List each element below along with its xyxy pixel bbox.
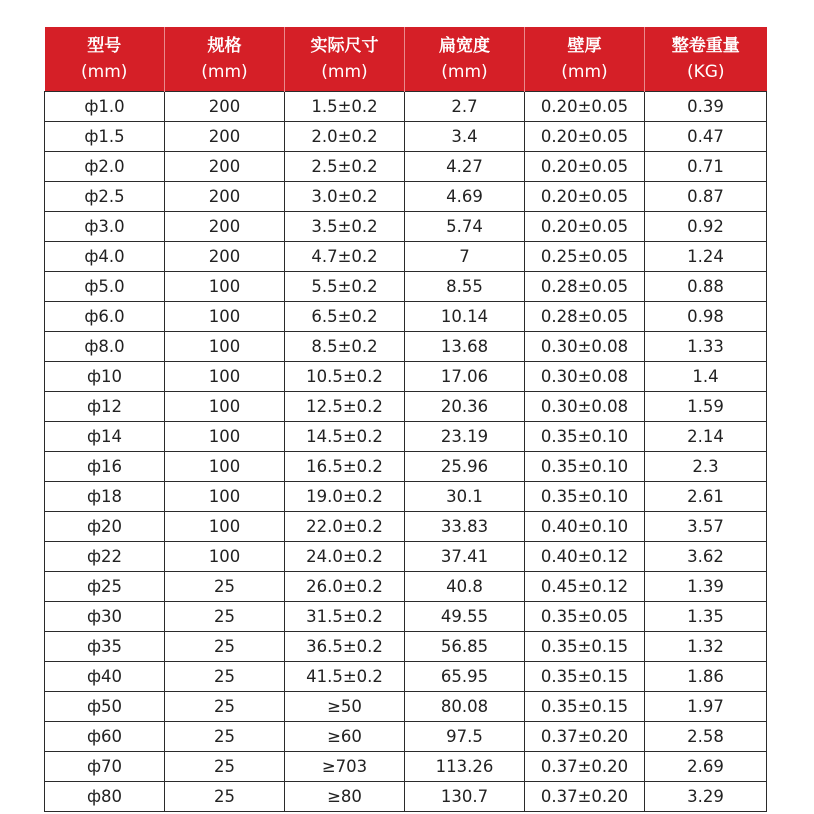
table-row <box>45 602 767 632</box>
cell-roll-weight: 0.98 <box>645 302 767 332</box>
cell-model: ф50 <box>45 692 165 722</box>
cell-spec: 100 <box>165 362 285 392</box>
header-unit: (KG) <box>686 62 725 82</box>
cell-wall-thickness: 0.35±0.15 <box>525 632 645 662</box>
cell-flat-width: 49.55 <box>405 602 525 632</box>
table-row <box>45 272 767 302</box>
cell-spec: 200 <box>165 122 285 152</box>
table-row <box>45 362 767 392</box>
cell-roll-weight: 3.62 <box>645 542 767 572</box>
cell-model: ф16 <box>45 452 165 482</box>
cell-spec: 25 <box>165 722 285 752</box>
cell-roll-weight: 0.92 <box>645 212 767 242</box>
cell-roll-weight: 2.58 <box>645 722 767 752</box>
cell-flat-width: 4.69 <box>405 182 525 212</box>
table-row <box>45 302 767 332</box>
cell-spec: 25 <box>165 662 285 692</box>
cell-flat-width: 80.08 <box>405 692 525 722</box>
table-row <box>45 662 767 692</box>
cell-actual-size: 2.0±0.2 <box>285 122 405 152</box>
header-model <box>45 27 165 92</box>
cell-actual-size: 41.5±0.2 <box>285 662 405 692</box>
cell-actual-size: 3.0±0.2 <box>285 182 405 212</box>
cell-wall-thickness: 0.25±0.05 <box>525 242 645 272</box>
cell-actual-size: 4.7±0.2 <box>285 242 405 272</box>
cell-model: ф80 <box>45 782 165 812</box>
cell-wall-thickness: 0.40±0.10 <box>525 512 645 542</box>
cell-spec: 25 <box>165 752 285 782</box>
header-spec <box>165 27 285 92</box>
header-label: 型号 <box>87 36 122 56</box>
cell-wall-thickness: 0.45±0.12 <box>525 572 645 602</box>
cell-roll-weight: 0.88 <box>645 272 767 302</box>
cell-wall-thickness: 0.28±0.05 <box>525 272 645 302</box>
cell-spec: 100 <box>165 422 285 452</box>
cell-flat-width: 5.74 <box>405 212 525 242</box>
cell-flat-width: 56.85 <box>405 632 525 662</box>
cell-spec: 25 <box>165 602 285 632</box>
cell-wall-thickness: 0.30±0.08 <box>525 392 645 422</box>
cell-spec: 100 <box>165 392 285 422</box>
cell-wall-thickness: 0.35±0.05 <box>525 602 645 632</box>
cell-actual-size: ≥50 <box>285 692 405 722</box>
cell-model: ф10 <box>45 362 165 392</box>
cell-model: ф12 <box>45 392 165 422</box>
cell-spec: 100 <box>165 452 285 482</box>
header-unit: (mm) <box>321 62 368 82</box>
header-roll-weight <box>645 27 767 92</box>
cell-wall-thickness: 0.30±0.08 <box>525 332 645 362</box>
cell-flat-width: 23.19 <box>405 422 525 452</box>
header-label: 实际尺寸 <box>310 36 379 56</box>
header-label: 扁宽度 <box>439 36 490 56</box>
table-row <box>45 632 767 662</box>
cell-model: ф4.0 <box>45 242 165 272</box>
table-row <box>45 152 767 182</box>
cell-flat-width: 30.1 <box>405 482 525 512</box>
cell-roll-weight: 2.69 <box>645 752 767 782</box>
cell-wall-thickness: 0.37±0.20 <box>525 722 645 752</box>
cell-wall-thickness: 0.35±0.10 <box>525 422 645 452</box>
cell-spec: 25 <box>165 782 285 812</box>
cell-wall-thickness: 0.37±0.20 <box>525 782 645 812</box>
cell-roll-weight: 0.39 <box>645 92 767 122</box>
table-row <box>45 512 767 542</box>
cell-wall-thickness: 0.30±0.08 <box>525 362 645 392</box>
cell-flat-width: 7 <box>405 242 525 272</box>
header-unit: (mm) <box>81 62 128 82</box>
cell-roll-weight: 1.24 <box>645 242 767 272</box>
cell-flat-width: 17.06 <box>405 362 525 392</box>
cell-model: ф1.0 <box>45 92 165 122</box>
cell-spec: 25 <box>165 692 285 722</box>
cell-actual-size: 31.5±0.2 <box>285 602 405 632</box>
table-body <box>45 92 767 812</box>
cell-wall-thickness: 0.20±0.05 <box>525 122 645 152</box>
cell-model: ф2.5 <box>45 182 165 212</box>
cell-model: ф40 <box>45 662 165 692</box>
cell-spec: 200 <box>165 242 285 272</box>
cell-wall-thickness: 0.35±0.10 <box>525 452 645 482</box>
header-flat-width <box>405 27 525 92</box>
cell-model: ф30 <box>45 602 165 632</box>
cell-actual-size: 10.5±0.2 <box>285 362 405 392</box>
cell-roll-weight: 0.87 <box>645 182 767 212</box>
cell-flat-width: 33.83 <box>405 512 525 542</box>
cell-actual-size: 1.5±0.2 <box>285 92 405 122</box>
cell-roll-weight: 0.47 <box>645 122 767 152</box>
cell-actual-size: ≥703 <box>285 752 405 782</box>
cell-roll-weight: 1.39 <box>645 572 767 602</box>
cell-spec: 100 <box>165 272 285 302</box>
cell-flat-width: 10.14 <box>405 302 525 332</box>
header-unit: (mm) <box>441 62 488 82</box>
table-row <box>45 752 767 782</box>
cell-actual-size: 6.5±0.2 <box>285 302 405 332</box>
cell-model: ф5.0 <box>45 272 165 302</box>
cell-actual-size: 2.5±0.2 <box>285 152 405 182</box>
cell-actual-size: 16.5±0.2 <box>285 452 405 482</box>
table-row <box>45 542 767 572</box>
cell-flat-width: 97.5 <box>405 722 525 752</box>
table-row <box>45 182 767 212</box>
cell-model: ф35 <box>45 632 165 662</box>
cell-actual-size: 12.5±0.2 <box>285 392 405 422</box>
spec-table <box>44 27 767 812</box>
cell-roll-weight: 1.33 <box>645 332 767 362</box>
cell-wall-thickness: 0.35±0.15 <box>525 692 645 722</box>
cell-model: ф60 <box>45 722 165 752</box>
header-row <box>45 27 767 92</box>
cell-spec: 100 <box>165 512 285 542</box>
header-label: 壁厚 <box>567 36 602 56</box>
cell-roll-weight: 1.59 <box>645 392 767 422</box>
cell-roll-weight: 1.97 <box>645 692 767 722</box>
cell-flat-width: 65.95 <box>405 662 525 692</box>
cell-roll-weight: 3.57 <box>645 512 767 542</box>
header-unit: (mm) <box>201 62 248 82</box>
cell-flat-width: 37.41 <box>405 542 525 572</box>
header-unit: (mm) <box>561 62 608 82</box>
table-row <box>45 392 767 422</box>
table-row <box>45 782 767 812</box>
cell-roll-weight: 2.3 <box>645 452 767 482</box>
cell-actual-size: 24.0±0.2 <box>285 542 405 572</box>
table-row <box>45 92 767 122</box>
cell-wall-thickness: 0.20±0.05 <box>525 152 645 182</box>
table-row <box>45 572 767 602</box>
header-wall-thickness <box>525 27 645 92</box>
cell-model: ф6.0 <box>45 302 165 332</box>
cell-model: ф8.0 <box>45 332 165 362</box>
cell-model: ф22 <box>45 542 165 572</box>
cell-flat-width: 40.8 <box>405 572 525 602</box>
cell-actual-size: ≥60 <box>285 722 405 752</box>
cell-model: ф20 <box>45 512 165 542</box>
cell-spec: 100 <box>165 332 285 362</box>
cell-flat-width: 4.27 <box>405 152 525 182</box>
table-row <box>45 332 767 362</box>
cell-actual-size: 8.5±0.2 <box>285 332 405 362</box>
header-label: 整卷重量 <box>671 36 740 56</box>
table-row <box>45 722 767 752</box>
cell-actual-size: 22.0±0.2 <box>285 512 405 542</box>
cell-model: ф14 <box>45 422 165 452</box>
cell-model: ф2.0 <box>45 152 165 182</box>
cell-model: ф3.0 <box>45 212 165 242</box>
cell-wall-thickness: 0.35±0.15 <box>525 662 645 692</box>
table-row <box>45 242 767 272</box>
cell-actual-size: 3.5±0.2 <box>285 212 405 242</box>
cell-roll-weight: 2.61 <box>645 482 767 512</box>
cell-spec: 100 <box>165 302 285 332</box>
cell-model: ф1.5 <box>45 122 165 152</box>
table-row <box>45 452 767 482</box>
cell-flat-width: 130.7 <box>405 782 525 812</box>
cell-actual-size: 14.5±0.2 <box>285 422 405 452</box>
cell-roll-weight: 0.71 <box>645 152 767 182</box>
cell-actual-size: ≥80 <box>285 782 405 812</box>
cell-actual-size: 5.5±0.2 <box>285 272 405 302</box>
cell-wall-thickness: 0.20±0.05 <box>525 182 645 212</box>
cell-roll-weight: 1.4 <box>645 362 767 392</box>
cell-spec: 200 <box>165 92 285 122</box>
cell-model: ф25 <box>45 572 165 602</box>
table-row <box>45 692 767 722</box>
cell-spec: 100 <box>165 482 285 512</box>
header-label: 规格 <box>207 36 242 56</box>
cell-flat-width: 2.7 <box>405 92 525 122</box>
cell-actual-size: 36.5±0.2 <box>285 632 405 662</box>
cell-roll-weight: 1.32 <box>645 632 767 662</box>
cell-spec: 200 <box>165 212 285 242</box>
cell-flat-width: 13.68 <box>405 332 525 362</box>
cell-roll-weight: 1.35 <box>645 602 767 632</box>
cell-wall-thickness: 0.35±0.10 <box>525 482 645 512</box>
cell-wall-thickness: 0.37±0.20 <box>525 752 645 782</box>
table-header <box>45 27 767 92</box>
cell-roll-weight: 3.29 <box>645 782 767 812</box>
table-row <box>45 122 767 152</box>
cell-roll-weight: 1.86 <box>645 662 767 692</box>
cell-spec: 200 <box>165 182 285 212</box>
cell-spec: 25 <box>165 572 285 602</box>
cell-actual-size: 19.0±0.2 <box>285 482 405 512</box>
cell-wall-thickness: 0.40±0.12 <box>525 542 645 572</box>
cell-flat-width: 25.96 <box>405 452 525 482</box>
cell-spec: 25 <box>165 632 285 662</box>
cell-roll-weight: 2.14 <box>645 422 767 452</box>
cell-actual-size: 26.0±0.2 <box>285 572 405 602</box>
cell-model: ф70 <box>45 752 165 782</box>
cell-spec: 100 <box>165 542 285 572</box>
cell-wall-thickness: 0.28±0.05 <box>525 302 645 332</box>
cell-flat-width: 20.36 <box>405 392 525 422</box>
cell-flat-width: 8.55 <box>405 272 525 302</box>
header-actual-size <box>285 27 405 92</box>
cell-flat-width: 113.26 <box>405 752 525 782</box>
table-row <box>45 482 767 512</box>
cell-model: ф18 <box>45 482 165 512</box>
cell-spec: 200 <box>165 152 285 182</box>
table-row <box>45 212 767 242</box>
cell-wall-thickness: 0.20±0.05 <box>525 212 645 242</box>
cell-flat-width: 3.4 <box>405 122 525 152</box>
table-row <box>45 422 767 452</box>
cell-wall-thickness: 0.20±0.05 <box>525 92 645 122</box>
